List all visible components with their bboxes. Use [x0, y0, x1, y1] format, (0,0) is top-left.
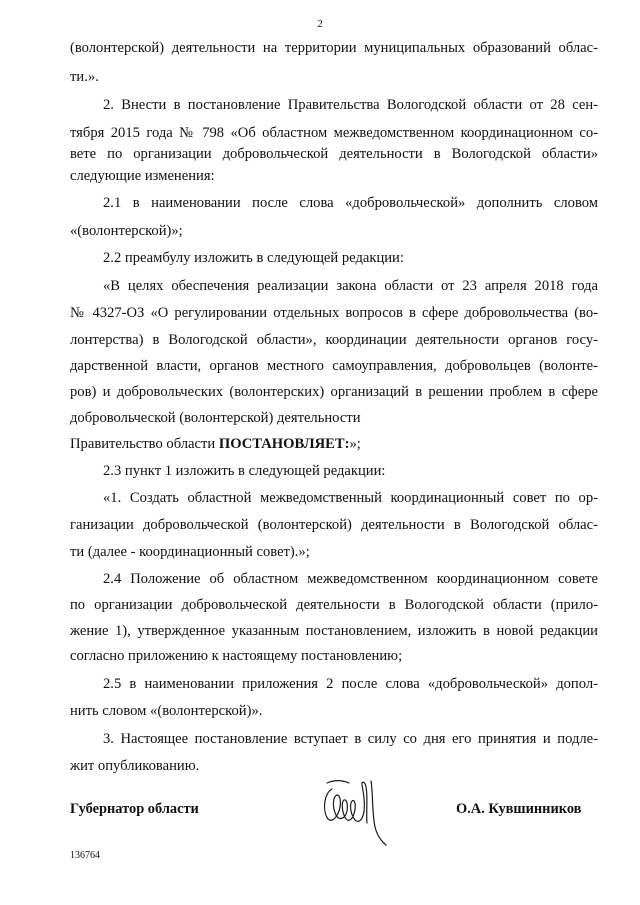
- text-line: ганизации добровольческой (волонтерской) деятельности в Вологодской облас-: [70, 517, 598, 533]
- document-number: 136764: [70, 850, 100, 861]
- text-line: по организации добровольческой деятельности в Вологодской области (прило-: [70, 597, 598, 613]
- text-line: № 4327-ОЗ «О регулировании отдельных вопросов в сфере добровольчества (во-: [70, 305, 598, 321]
- text-line: «1. Создать областной межведомственный координационный совет по ор-: [103, 490, 598, 506]
- text-line: ров) и добровольческих (волонтерских) организаций в решении проблем в сфере: [70, 384, 598, 400]
- text-line: ти.».: [70, 69, 99, 85]
- text-line: жит опубликованию.: [70, 758, 200, 774]
- text-line: «В целях обеспечения реализации закона области от 23 апреля 2018 года: [103, 278, 598, 294]
- text-line: 2. Внести в постановление Правительства Вологодской области от 28 сен-: [103, 97, 598, 113]
- text-line: дарственной власти, органов местного самоуправления, добровольцев (волонте-: [70, 358, 598, 374]
- text-line: добровольческой (волонтерской) деятельности: [70, 410, 361, 426]
- text-line: ти (далее - координационный совет).»;: [70, 544, 310, 560]
- text-line: лонтерства) в Вологодской области», координации деятельности органов госу-: [70, 332, 598, 348]
- page-number: 2: [317, 18, 323, 30]
- text-line: 2.4 Положение об областном межведомственном координационном совете: [103, 571, 598, 587]
- text-line: 2.1 в наименовании после слова «добровольческой» дополнить словом: [103, 195, 598, 211]
- text-line: нить словом «(волонтерской)».: [70, 703, 263, 719]
- text-line: жение 1), утвержденное указанным постановлением, изложить в новой редакции: [70, 623, 598, 639]
- text-line: согласно приложению к настоящему постановлению;: [70, 648, 403, 664]
- handwritten-signature: [318, 773, 400, 849]
- decree-keyword: ПОСТАНОВЛЯЕТ:: [218, 436, 350, 452]
- text-line: (волонтерской) деятельности на территории муниципальных образований облас-: [70, 40, 598, 56]
- government-line-prefix: Правительство области: [70, 436, 219, 452]
- text-line: вете по организации добровольческой деятельности в Вологодской области»: [70, 146, 598, 162]
- text-line: 2.5 в наименовании приложения 2 после слова «добровольческой» допол-: [103, 676, 598, 692]
- text-line: 2.2 преамбулу изложить в следующей редакции:: [103, 250, 404, 266]
- text-line: следующие изменения:: [70, 168, 215, 184]
- text-line: 3. Настоящее постановление вступает в силу со дня его принятия и подле-: [103, 731, 598, 747]
- text-line: тября 2015 года № 798 «Об областном межведомственном координационном со-: [70, 125, 598, 141]
- signatory-name: О.А. Кувшинников: [456, 801, 582, 817]
- signatory-position: Губернатор области: [70, 801, 199, 817]
- government-line-suffix: »;: [349, 436, 361, 452]
- text-line: «(волонтерской)»;: [70, 223, 183, 239]
- government-line: [70, 437, 361, 452]
- text-line: 2.3 пункт 1 изложить в следующей редакции:: [103, 463, 386, 479]
